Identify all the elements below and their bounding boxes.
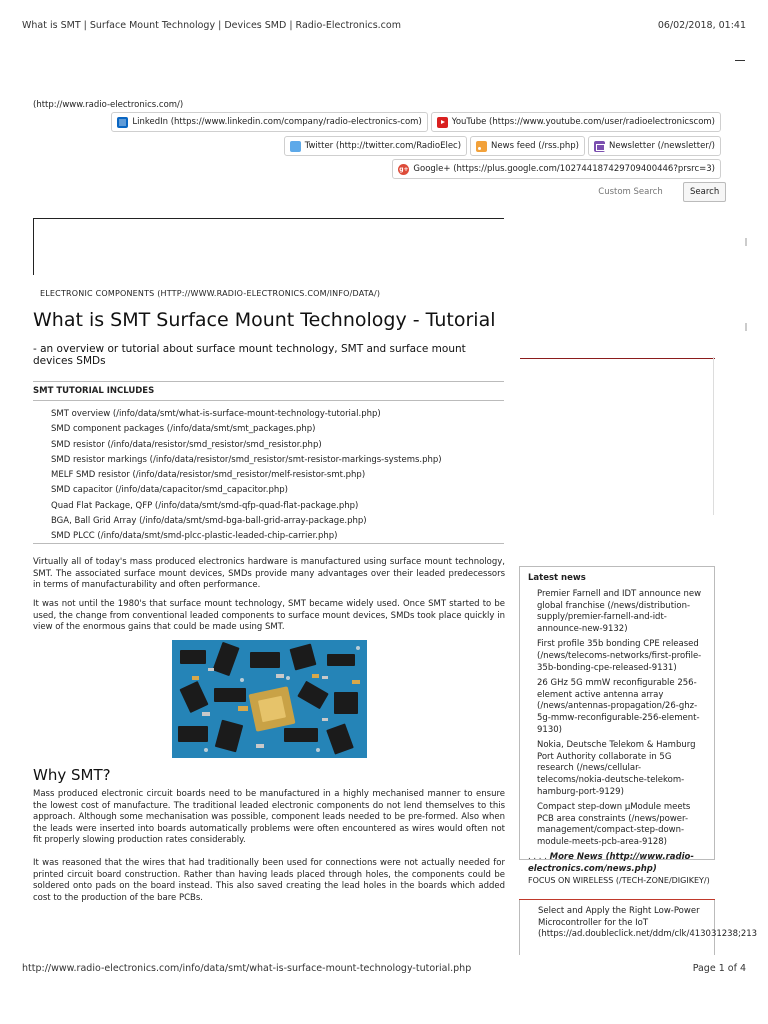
- youtube-icon: [437, 117, 448, 128]
- includes-link[interactable]: SMD PLCC (/info/data/smt/smd-plcc-plastic-leaded-chip-carrier.php): [51, 531, 338, 542]
- print-header-title: What is SMT | Surface Mount Technology | Devices SMD | Radio-Electronics.com: [22, 20, 401, 31]
- more-news-prefix: . . . .: [528, 852, 547, 863]
- more-news-link[interactable]: More News (http://www.radio-electronics.com/news.php): [528, 852, 694, 875]
- print-header: [22, 20, 746, 31]
- page-subtitle: - an overview or tutorial about surface mount technology, SMT and surface mount devices SMDs: [33, 343, 466, 367]
- newsfeed-button[interactable]: [470, 136, 585, 156]
- edge-tick: [745, 323, 747, 331]
- smd-components-photo: [172, 640, 367, 758]
- focus-panel: [519, 900, 758, 955]
- googleplus-label: Google+ (https://plus.google.com/102744187429709400446?prsrc=3): [413, 164, 715, 174]
- linkedin-icon: [117, 117, 128, 128]
- twitter-button[interactable]: [284, 136, 467, 156]
- twitter-icon: [290, 141, 301, 152]
- social-row-2: [284, 136, 721, 156]
- sidebar-edge: [713, 357, 714, 515]
- site-home-link[interactable]: (http://www.radio-electronics.com/): [33, 100, 184, 110]
- includes-link[interactable]: SMD resistor markings (/info/data/resistor/smd_resistor/smt-resistor-markings-systems.php): [51, 454, 442, 465]
- news-item[interactable]: Nokia, Deutsche Telekom & Hamburg Port Authority collaborate in 5G research (/news/cellular-telecoms/nokia-deutsche-telekom-hamburg-port-9129): [537, 740, 696, 797]
- print-header-datetime: 06/02/2018, 01:41: [657, 20, 746, 31]
- corner-dash: [735, 60, 745, 61]
- google-plus-icon: g+: [399, 165, 409, 173]
- ad-banner-frame: [33, 218, 504, 275]
- why-smt-heading: Why SMT?: [33, 766, 111, 784]
- includes-link[interactable]: SMT overview (/info/data/smt/what-is-surface-mount-technology-tutorial.php): [51, 409, 381, 419]
- youtube-label: YouTube (https://www.youtube.com/user/radioelectronicscom): [451, 117, 715, 127]
- search-input[interactable]: [580, 182, 681, 202]
- more-news[interactable]: [528, 852, 706, 875]
- envelope-icon: [594, 141, 605, 152]
- intro-paragraph: Virtually all of today's mass produced electronics hardware is manufactured using surface mount technology, SMT. The associated surface mount devices, SMDs provide many advantages over their leaded predecessors in terms of manufacturability and often performance.: [33, 557, 505, 591]
- latest-news-panel: [519, 566, 715, 875]
- social-row-1: [111, 112, 721, 132]
- rss-icon: [476, 141, 487, 152]
- linkedin-label: LinkedIn (https://www.linkedin.com/company/radio-electronics-com): [132, 117, 422, 127]
- includes-link[interactable]: BGA, Ball Grid Array (/info/data/smt/smd-bga-ball-grid-array-package.php): [51, 516, 367, 527]
- why-paragraph-2: It was reasoned that the wires that had traditionally been used for connections were not actually needed for printed circuit board construction. Rather than having leads placed through holes, the components could be soldered onto pads on the board instead. This also saved creating the lead holes in the boards which added cost to the production of the bare PCBs.: [33, 858, 505, 903]
- news-item[interactable]: Compact step-down μModule meets PCB area constraints (/news/power-management/compact-step-down-module-meets-pcb-area-9128): [537, 802, 691, 847]
- print-footer-url: http://www.radio-electronics.com/info/data/smt/what-is-surface-mount-technology-tutorial.php: [22, 963, 472, 974]
- focus-heading[interactable]: FOCUS ON WIRELESS (/TECH-ZONE/DIGIKEY/): [528, 876, 710, 885]
- twitter-label: Twitter (http://twitter.com/RadioElec): [304, 141, 462, 151]
- includes-heading: SMT TUTORIAL INCLUDES: [33, 382, 504, 401]
- focus-item-url: (https://ad.doubleclick.net/ddm/clk/413031238;213: [538, 929, 758, 940]
- includes-divider: [33, 543, 504, 544]
- why-paragraph-1: Mass produced electronic circuit boards need to be manufactured in a highly mechanised manner to ensure the lowest cost of manufacture. The traditional leaded electronic components do not lend themselves to this approach. Although some mechanisation was possible, component leads needed to be pre-formed. Also when the leads were inserted into boards automatically problems were often encountered as wires would often not fit properly slowing production rates considerably.: [33, 789, 505, 846]
- page-title: What is SMT Surface Mount Technology - Tutorial: [33, 309, 496, 331]
- sidebar-accent-rule: [520, 358, 715, 359]
- tutorial-includes: [33, 381, 504, 545]
- edge-tick: [745, 238, 747, 246]
- latest-news-heading: Latest news: [528, 573, 586, 583]
- includes-list: [33, 407, 504, 545]
- search-button[interactable]: Search: [683, 182, 726, 202]
- components-illustration: [172, 640, 367, 758]
- newsfeed-label: News feed (/rss.php): [491, 141, 579, 151]
- focus-item-title: Select and Apply the Right Low-Power Microcontroller for the IoT: [538, 906, 700, 928]
- includes-link[interactable]: SMD component packages (/info/data/smt/smt_packages.php): [51, 424, 316, 435]
- newsletter-label: Newsletter (/newsletter/): [609, 141, 715, 151]
- news-item[interactable]: First profile 35b bonding CPE released (/news/telecoms-networks/first-profile-35b-bonding-cpe-released-9131): [537, 639, 702, 673]
- googleplus-button[interactable]: [392, 159, 721, 179]
- news-item[interactable]: Premier Farnell and IDT announce new global franchise (/news/distribution-supply/premier-farnell-and-idt-announce-new-9132): [537, 589, 702, 634]
- newsletter-button[interactable]: [588, 136, 721, 156]
- custom-search: [580, 182, 726, 202]
- linkedin-button[interactable]: [111, 112, 427, 132]
- latest-news-list: [528, 589, 706, 848]
- youtube-button[interactable]: [431, 112, 721, 132]
- includes-link[interactable]: Quad Flat Package, QFP (/info/data/smt/smd-qfp-quad-flat-package.php): [51, 500, 359, 511]
- history-paragraph: It was not until the 1980's that surface mount technology, SMT became widely used. Once SMT started to be used, the change from conventional leaded components to surface mount devices, SMDs took place quickly in view of the enormous gains that could be made using SMT.: [33, 599, 505, 633]
- focus-item[interactable]: [538, 906, 758, 941]
- news-item[interactable]: 26 GHz 5G mmW reconfigurable 256-element active antenna array (/news/antennas-propagation/26-ghz-5g-mmw-reconfigurable-256-element-9130): [537, 678, 700, 735]
- includes-link[interactable]: SMD resistor (/info/data/resistor/smd_resistor/smd_resistor.php): [51, 439, 322, 450]
- includes-link[interactable]: MELF SMD resistor (/info/data/resistor/smd_resistor/melf-resistor-smt.php): [51, 470, 366, 481]
- includes-link[interactable]: SMD capacitor (/info/data/capacitor/smd_capacitor.php): [51, 485, 288, 496]
- social-row-3: [392, 159, 721, 179]
- breadcrumb[interactable]: ELECTRONIC COMPONENTS (HTTP://WWW.RADIO-ELECTRONICS.COM/INFO/DATA/): [40, 289, 381, 298]
- print-footer-page: Page 1 of 4: [692, 963, 746, 974]
- print-footer: [22, 963, 746, 974]
